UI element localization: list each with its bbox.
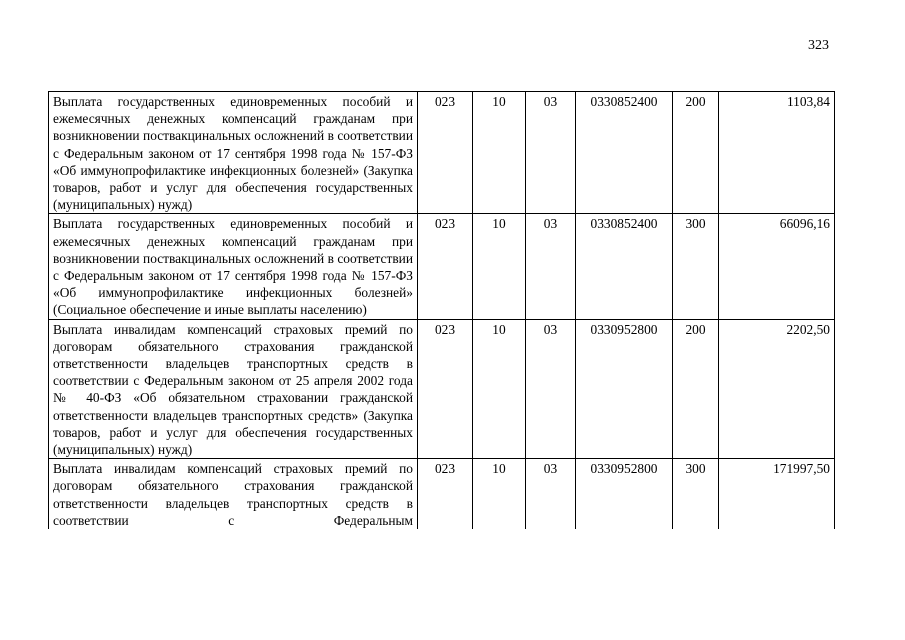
row-subsection-code: 03 xyxy=(526,459,576,529)
table-row xyxy=(49,319,835,459)
row-target-code: 0330852400 xyxy=(576,214,673,319)
row-section-code: 10 xyxy=(473,214,526,319)
row-description: Выплата государственных единовременных пособий и ежемесячных денежных компенсаций гражданам при возникновении поствакцинальных осложнений в соответствии с Федеральным законом от 17 сентября 1998 года № 157-ФЗ «Об иммунопрофилактике инфекционных болезней» (Социальное обеспечение и иные выплаты населению) xyxy=(49,214,418,319)
row-ministry-code: 023 xyxy=(418,459,473,529)
row-description: Выплата инвалидам компенсаций страховых премий по договорам обязательного страхования гражданской ответственности владельцев транспортных средств в соответствии с Федеральным xyxy=(49,459,418,529)
row-expense-type: 300 xyxy=(673,459,719,529)
row-description: Выплата инвалидам компенсаций страховых премий по договорам обязательного страхования гражданской ответственности владельцев транспортных средств в соответствии с Федеральным законом от 25 апреля 2002 года № 40-ФЗ «Об обязательном страховании гражданской ответственности владельцев транспортных средств» (Закупка товаров, работ и услуг для обеспечения государственных (муниципальных) нужд) xyxy=(49,319,418,459)
row-ministry-code: 023 xyxy=(418,92,473,214)
table-row xyxy=(49,459,835,529)
row-expense-type: 200 xyxy=(673,92,719,214)
row-expense-type: 300 xyxy=(673,214,719,319)
row-target-code: 0330952800 xyxy=(576,459,673,529)
row-description: Выплата государственных единовременных пособий и ежемесячных денежных компенсаций гражданам при возникновении поствакцинальных осложнений в соответствии с Федеральным законом от 17 сентября 1998 года № 157-ФЗ «Об иммунопрофилактике инфекционных болезней» (Закупка товаров, работ и услуг для обеспечения государственных (муниципальных) нужд) xyxy=(49,92,418,214)
row-subsection-code: 03 xyxy=(526,319,576,459)
row-target-code: 0330852400 xyxy=(576,92,673,214)
row-ministry-code: 023 xyxy=(418,319,473,459)
row-amount: 2202,50 xyxy=(719,319,835,459)
budget-table xyxy=(48,91,835,529)
row-amount: 1103,84 xyxy=(719,92,835,214)
table-row xyxy=(49,214,835,319)
row-section-code: 10 xyxy=(473,459,526,529)
row-section-code: 10 xyxy=(473,92,526,214)
row-amount: 171997,50 xyxy=(719,459,835,529)
row-target-code: 0330952800 xyxy=(576,319,673,459)
row-subsection-code: 03 xyxy=(526,92,576,214)
row-amount: 66096,16 xyxy=(719,214,835,319)
page-number: 323 xyxy=(808,38,829,53)
row-expense-type: 200 xyxy=(673,319,719,459)
row-subsection-code: 03 xyxy=(526,214,576,319)
row-ministry-code: 023 xyxy=(418,214,473,319)
table-row xyxy=(49,92,835,214)
row-section-code: 10 xyxy=(473,319,526,459)
